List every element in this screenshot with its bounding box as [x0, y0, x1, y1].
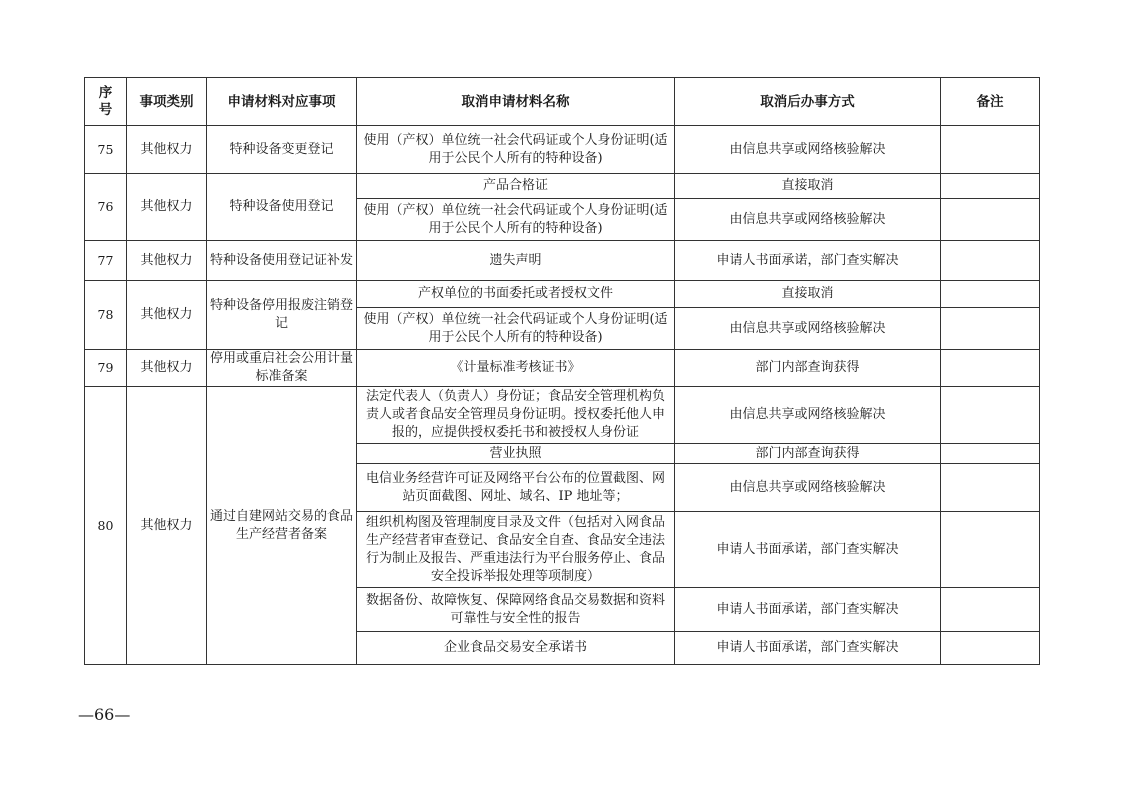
header-row — [85, 78, 1040, 126]
category-cell: 其他权力 — [127, 350, 207, 387]
note-cell — [941, 281, 1040, 308]
table-row — [85, 350, 1040, 387]
material-cell: 遗失声明 — [357, 241, 675, 281]
material-cell: 企业食品交易安全承诺书 — [357, 632, 675, 665]
category-cell: 其他权力 — [127, 281, 207, 350]
note-cell — [941, 588, 1040, 632]
header-material: 取消申请材料名称 — [357, 78, 675, 126]
material-cell: 《计量标准考核证书》 — [357, 350, 675, 387]
method-cell: 由信息共享或网络核验解决 — [675, 387, 941, 444]
method-cell: 由信息共享或网络核验解决 — [675, 308, 941, 350]
note-cell — [941, 308, 1040, 350]
header-seq: 序号 — [85, 78, 127, 126]
material-cell: 法定代表人（负责人）身份证；食品安全管理机构负责人或者食品安全管理员身份证明。授权委托他人申报的，应提供授权委托书和被授权人身份证 — [357, 387, 675, 444]
table-row — [85, 126, 1040, 174]
item-cell: 特种设备使用登记 — [207, 174, 357, 241]
note-cell — [941, 512, 1040, 588]
method-cell: 直接取消 — [675, 281, 941, 308]
table-row — [85, 241, 1040, 281]
category-cell: 其他权力 — [127, 241, 207, 281]
seq-cell: 76 — [85, 174, 127, 241]
table-row — [85, 281, 1040, 308]
page-number: —66— — [78, 705, 131, 724]
method-cell: 直接取消 — [675, 174, 941, 199]
header-note: 备注 — [941, 78, 1040, 126]
material-cell: 使用（产权）单位统一社会代码证或个人身份证明(适用于公民个人所有的特种设备) — [357, 126, 675, 174]
item-cell: 特种设备使用登记证补发 — [207, 241, 357, 281]
material-cell: 电信业务经营许可证及网络平台公布的位置截图、网站页面截图、网址、域名、IP 地址等； — [357, 464, 675, 512]
note-cell — [941, 199, 1040, 241]
material-cell: 组织机构图及管理制度目录及文件（包括对入网食品生产经营者审查登记、食品安全自查、食品安全违法行为制止及报告、严重违法行为平台服务停止、食品安全投诉举报处理等项制度） — [357, 512, 675, 588]
note-cell — [941, 387, 1040, 444]
category-cell: 其他权力 — [127, 126, 207, 174]
material-cell: 产权单位的书面委托或者授权文件 — [357, 281, 675, 308]
header-item: 申请材料对应事项 — [207, 78, 357, 126]
item-cell: 停用或重启社会公用计量标准备案 — [207, 350, 357, 387]
method-cell: 申请人书面承诺，部门查实解决 — [675, 588, 941, 632]
note-cell — [941, 241, 1040, 281]
material-cell: 产品合格证 — [357, 174, 675, 199]
item-cell: 通过自建网站交易的食品生产经营者备案 — [207, 387, 357, 665]
note-cell — [941, 350, 1040, 387]
method-cell: 申请人书面承诺，部门查实解决 — [675, 512, 941, 588]
seq-cell: 75 — [85, 126, 127, 174]
method-cell: 部门内部查询获得 — [675, 444, 941, 464]
material-cell: 使用（产权）单位统一社会代码证或个人身份证明(适用于公民个人所有的特种设备) — [357, 308, 675, 350]
note-cell — [941, 632, 1040, 665]
method-cell: 部门内部查询获得 — [675, 350, 941, 387]
method-cell: 由信息共享或网络核验解决 — [675, 199, 941, 241]
method-cell: 申请人书面承诺，部门查实解决 — [675, 632, 941, 665]
item-cell: 特种设备停用报废注销登记 — [207, 281, 357, 350]
item-cell: 特种设备变更登记 — [207, 126, 357, 174]
header-method: 取消后办事方式 — [675, 78, 941, 126]
method-cell: 申请人书面承诺，部门查实解决 — [675, 241, 941, 281]
note-cell — [941, 126, 1040, 174]
material-cell: 数据备份、故障恢复、保障网络食品交易数据和资料可靠性与安全性的报告 — [357, 588, 675, 632]
note-cell — [941, 444, 1040, 464]
material-cell: 使用（产权）单位统一社会代码证或个人身份证明(适用于公民个人所有的特种设备) — [357, 199, 675, 241]
material-cell: 营业执照 — [357, 444, 675, 464]
seq-cell: 80 — [85, 387, 127, 665]
note-cell — [941, 464, 1040, 512]
seq-cell: 78 — [85, 281, 127, 350]
table-row — [85, 387, 1040, 444]
header-category: 事项类别 — [127, 78, 207, 126]
method-cell: 由信息共享或网络核验解决 — [675, 126, 941, 174]
category-cell: 其他权力 — [127, 387, 207, 665]
table-row — [85, 174, 1040, 199]
seq-cell: 79 — [85, 350, 127, 387]
category-cell: 其他权力 — [127, 174, 207, 241]
materials-table — [84, 77, 1040, 665]
seq-cell: 77 — [85, 241, 127, 281]
note-cell — [941, 174, 1040, 199]
method-cell: 由信息共享或网络核验解决 — [675, 464, 941, 512]
